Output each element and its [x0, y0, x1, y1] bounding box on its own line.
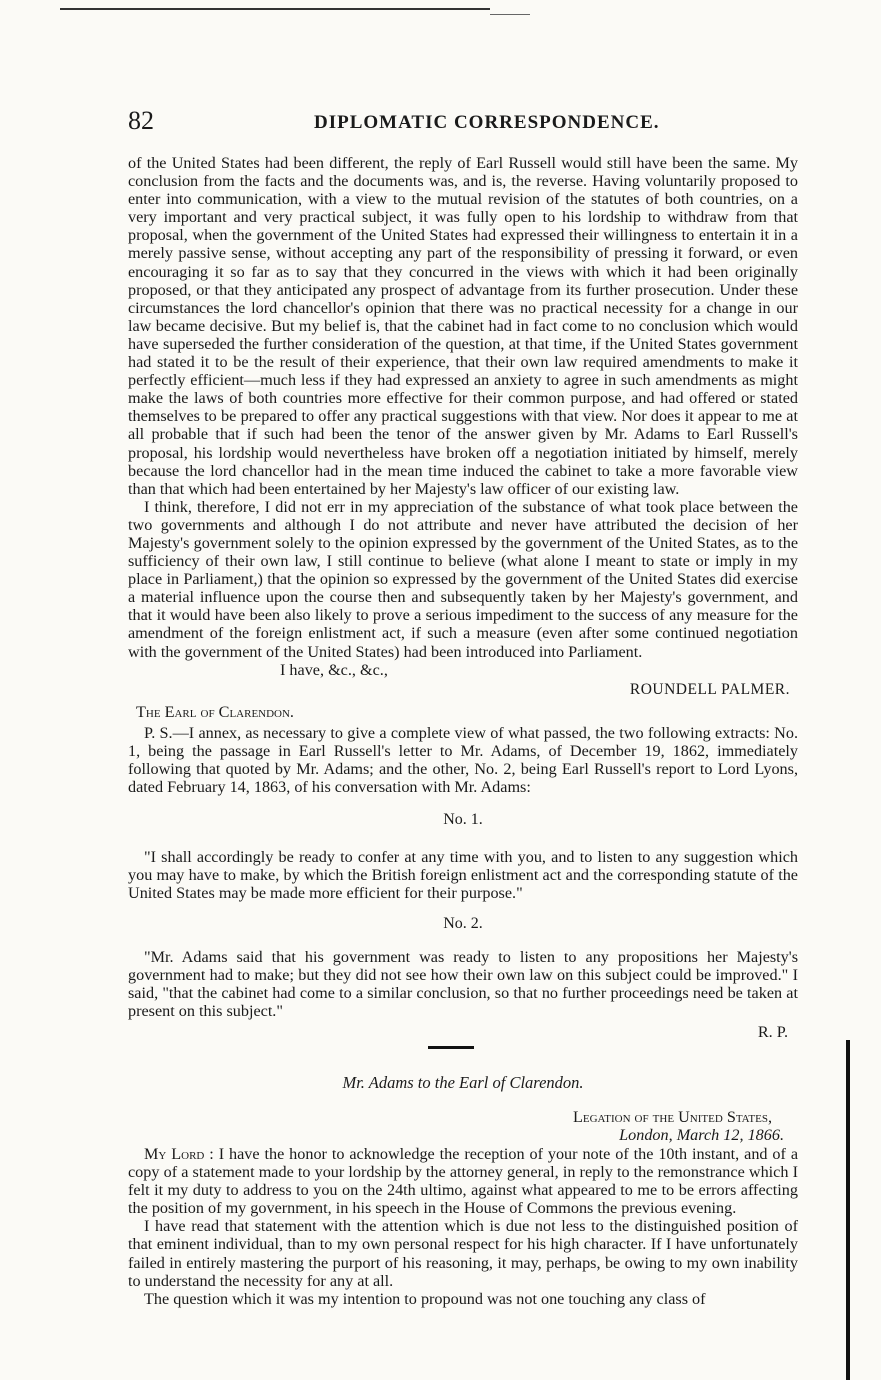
postscript: P. S.—I annex, as necessary to give a complete view of what passed, the two following extracts: No. 1, being the passage in Earl Russell's letter to Mr. Adams, of December 19, 1862, immediately following that quoted by Mr. Adams; and the other, No. 2, being Earl Russell's report to Lord Lyons, dated February 14, 1863, of his conversation with Mr. Adams:	[128, 724, 798, 797]
paragraph-continuation: of the United States had been different, the reply of Earl Russell would still have been the same. My conclusion from the facts and the documents was, and is, the reverse. Having voluntarily proposed to enter into communication, with a view to the mutual revision of the statutes of both countries, on a very important and very practical subject, it was fully open to his lordship to withdraw from that proposal, when the government of the United States had expressed their willingness to entertain it in a merely passive sense, without accepting any part of the responsibility of pressing it forward, or even encouraging it so far as to say that they concurred in the views with which it had been originally proposed, or that they anticipated any prospect of advantage from its further prosecution. Under these circumstances the lord chancellor's opinion that there was no practical necessity for a change in our law became decisive. But my belief is, that the cabinet had in fact come to no conclusion which would have superseded the further consideration of the question, at that time, if the United States government had stated it to be the result of their experience, that their own law required amendments to make it perfectly efficient—much less if they had expressed an anxiety to agree in such amendments as might make the laws of both countries more effective for their common purpose, and had offered or stated themselves to be prepared to offer any practical suggestions with that view. Nor does it appear to me at all probable that if such had been the tenor of the answer given by Mr. Adams to Earl Russell's proposal, his lordship would nevertheless have broken off a negotiation initiated by himself, merely because the lord chancellor had in the mean time induced the cabinet to take a more favorable view than that which had been entertained by her Majesty's law officer of our existing law.	[128, 154, 798, 498]
paragraph-conclusion: I think, therefore, I did not err in my appreciation of the substance of what took place between the two governments and although I do not attribute and never have attributed the decision of her Majesty's government solely to the opinion expressed by the government of the United States, as to the sufficiency of their own law, I still continue to believe (what alone I meant to state or imply in my place in Parliament,) that the opinion so expressed by the government of the United States did exercise a material influence upon the course then and subsequently taken by her Majesty's government, and that it would have been also likely to prove a serious impediment to the success of any measure for the amendment of the foreign enlistment act, if such a measure (even after some continued negotiation with the government of the United States) had been introduced into Parliament.	[128, 497, 798, 661]
letter-paragraph-2: I have read that statement with the attention which is due not less to the distinguished position of that eminent individual, than to my own personal respect for his high character. If I have unfortunately failed in entirely mastering the purport of his reasoning, it may, perhaps, be owing to my own inability to understand the necessity for any at all.	[128, 1217, 798, 1290]
letter-paragraph-3: The question which it was my intention to propound was not one touching any class of	[144, 1289, 706, 1308]
postscript-block	[128, 724, 798, 796]
top-rule	[60, 8, 490, 10]
letter-heading	[128, 1108, 798, 1144]
extract-heading-no1: No. 1.	[443, 811, 483, 828]
main-text-block	[128, 154, 798, 679]
letter-title: Mr. Adams to the Earl of Clarendon.	[342, 1073, 584, 1092]
extract-no2	[128, 948, 798, 1041]
letter-date: London, March 12, 1866.	[619, 1126, 784, 1145]
letter-place: Legation of the United States,	[572, 1108, 772, 1126]
running-title: DIPLOMATIC CORRESPONDENCE.	[314, 112, 660, 133]
signature: ROUNDELL PALMER.	[629, 681, 790, 698]
extract-no1	[128, 848, 798, 902]
closing-formula: I have, &c., &c.,	[280, 660, 388, 679]
section-divider	[428, 1046, 474, 1049]
signature-line	[128, 681, 798, 699]
page-edge-shadow	[846, 1040, 850, 1380]
page-header	[128, 106, 798, 140]
salutation: My Lord :	[144, 1145, 214, 1163]
addressee-block	[128, 703, 798, 721]
extract-initials: R. P.	[757, 1023, 788, 1042]
letter-body	[128, 1145, 798, 1308]
addressee: The Earl of Clarendon.	[136, 703, 294, 721]
extract-no2-text: "Mr. Adams said that his government was ready to listen to any propositions her Majesty's government had to make; but they did not see how their own law on this subject could be improved." I said, "that the cabinet had come to a similar conclusion, so that no further proceedings need be taken at present on this subject."	[128, 948, 798, 1021]
letter-paragraph-1	[128, 1145, 798, 1217]
top-rule-fragment	[490, 14, 530, 15]
page-number: 82	[128, 106, 154, 135]
letter-para1-text: I have the honor to acknowledge the reception of your note of the 10th instant, and of a copy of a statement made to your lordship by the attorney general, in reply to the remonstrance which I felt it my duty to address to you on the 24th ultimo, against what appeared to me to be errors affecting the position of my government, in his speech in the House of Commons the previous evening.	[128, 1145, 799, 1218]
extract-no1-text: "I shall accordingly be ready to confer at any time with you, and to listen to any suggestion which you may have to make, by which the British foreign enlistment act and the corresponding statute of the United States may be made more efficient for their purpose."	[128, 848, 798, 903]
extract-heading-no2: No. 2.	[443, 915, 483, 932]
